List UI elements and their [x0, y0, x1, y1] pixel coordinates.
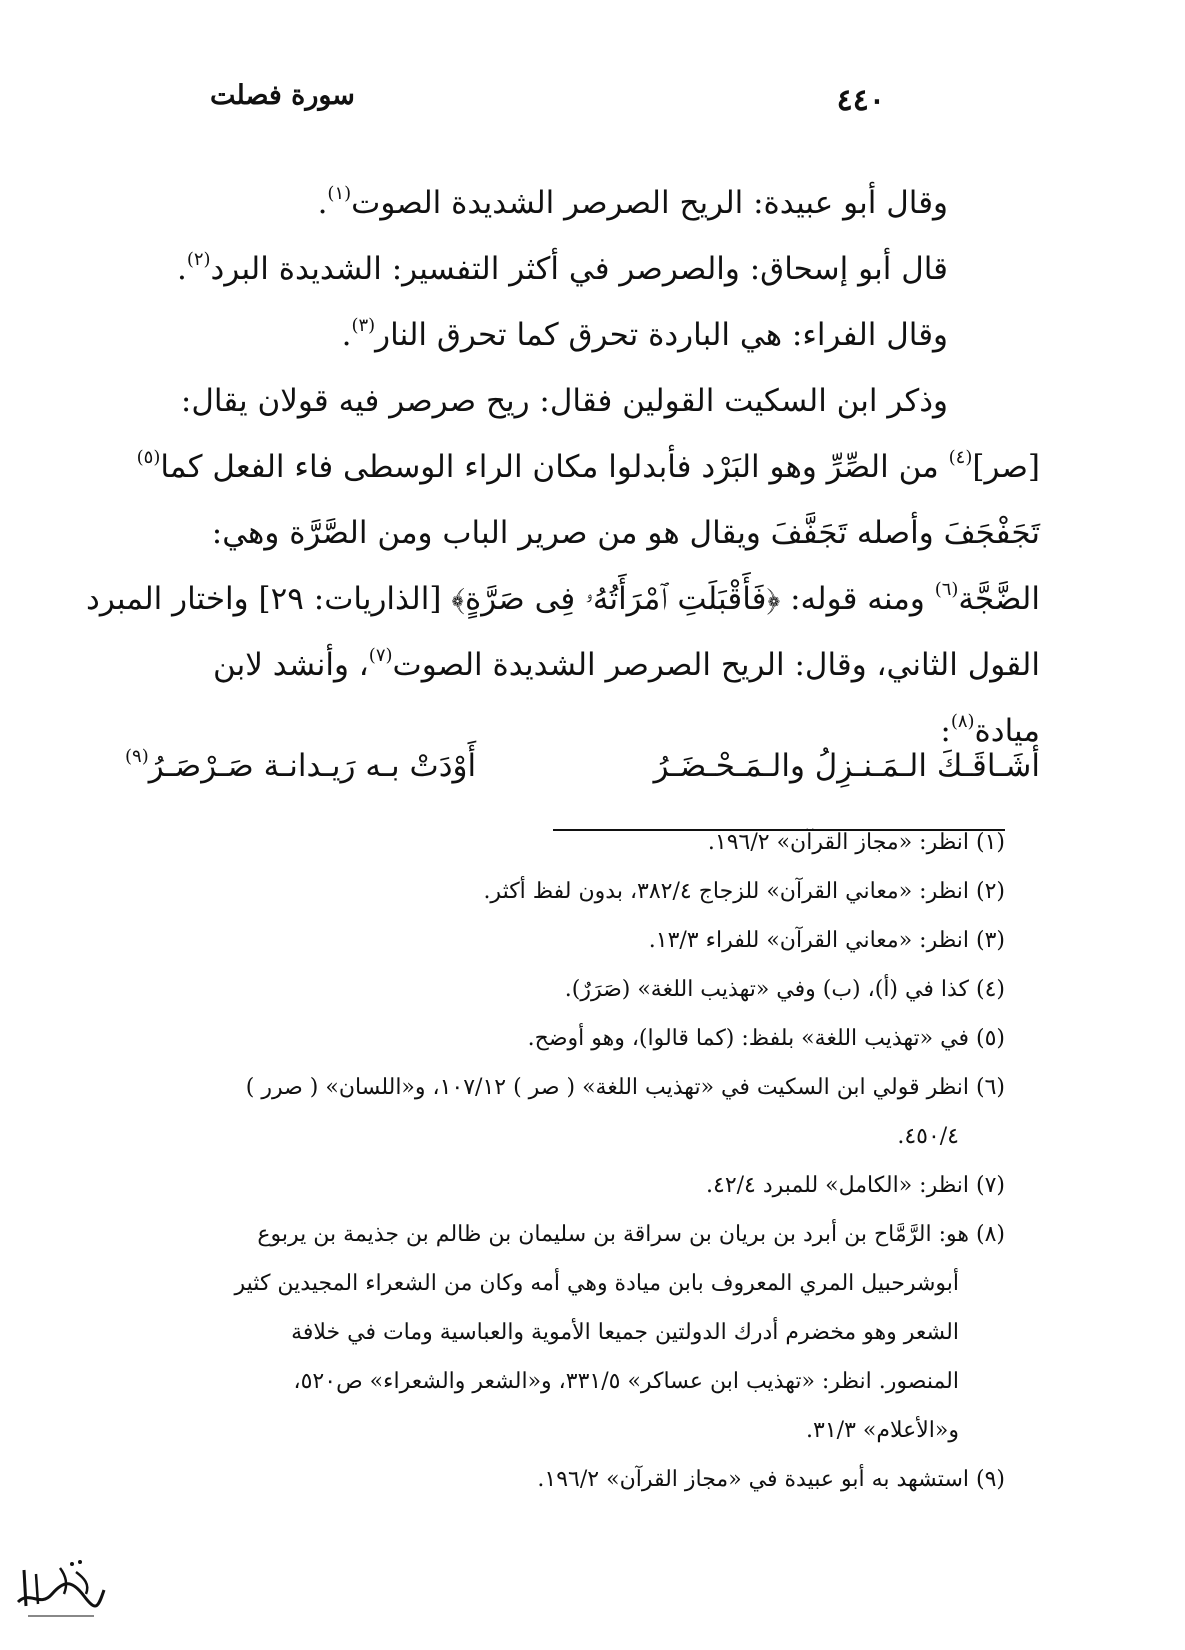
footnote-marker: (٣)	[351, 315, 376, 336]
footnote-9: (٩) استشهد به أبو عبيدة في «مجاز القرآن» ١٩٦/٢.	[537, 1467, 1005, 1492]
calligraphy-logo-icon	[10, 1550, 110, 1630]
main-text	[86, 170, 1040, 764]
verse-second-hemistich: أَوْدَتْ بـه رَيـدانـة صَـرْصَـرُ$^{(٩)}$	[125, 746, 477, 784]
footnote-marker: (١)	[327, 183, 352, 204]
footnotes	[120, 818, 1005, 1504]
body-line: وذكر ابن السكيت القولين فقال: ريح صرصر فيه قولان يقال:	[180, 383, 948, 419]
poetry-verse	[125, 742, 1040, 812]
verse-first-hemistich: أشَـاقَـكَ الـمَـنـزِلُ والـمَـحْـضَـرُ	[653, 748, 1040, 784]
body-line: وقال الفراء: هي الباردة تحرق كما تحرق النار$^{(٣)}$.	[341, 315, 948, 353]
footnote-1: (١) انظر: «مجاز القرآن» ١٩٦/٢.	[707, 830, 1005, 855]
footnote-marker: (٢)	[186, 249, 211, 270]
footnote-marker: (٧)	[368, 645, 393, 666]
body-line: تَجَفْجَفَ وأصله تَجَفَّفَ ويقال هو من صرير الباب ومن الصَّرَّة وهي:	[211, 515, 1040, 551]
footnote-marker: (٥)	[136, 447, 161, 468]
footnote-marker: (٤)	[948, 447, 973, 468]
footnote-marker: (٨)	[950, 711, 975, 732]
footnote-2: (٢) انظر: «معاني القرآن» للزجاج ٣٨٢/٤، بدون لفظ أكثر.	[483, 879, 1005, 904]
footnote-marker: (٦)	[934, 579, 959, 600]
footnote-3: (٣) انظر: «معاني القرآن» للفراء ١٣/٣.	[648, 928, 1005, 953]
body-line: قال أبو إسحاق: والصرصر في أكثر التفسير: الشديدة البرد$^{(٢)}$.	[176, 249, 948, 287]
page-number: ٤٤٠	[836, 83, 885, 118]
footnote-4: (٤) كذا في (أ)، (ب) وفي «تهذيب اللغة» (صَرَرٌ).	[564, 977, 1005, 1002]
body-line: ميادة$^{(٨)}$:	[940, 711, 1040, 749]
footnote-5: (٥) في «تهذيب اللغة» بلفظ: (كما قالوا)، وهو أوضح.	[527, 1026, 1005, 1051]
body-line: القول الثاني، وقال: الريح الصرصر الشديدة الصوت$^{(٧)}$، وأنشد لابن	[213, 645, 1040, 683]
footnote-7: (٧) انظر: «الكامل» للمبرد ٤٢/٤.	[706, 1173, 1005, 1198]
footnote-marker: (٩)	[125, 746, 149, 767]
publisher-watermark-logo	[10, 1550, 110, 1630]
footnote-6: (٦) انظر قولي ابن السكيت في «تهذيب اللغة» ( صر ) ١٠٧/١٢، و«اللسان» ( صرر ) ٤٥٠/٤.	[245, 1075, 1005, 1149]
body-line: وقال أبو عبيدة: الريح الصرصر الشديدة الصوت$^{(١)}$.	[317, 183, 948, 221]
body-line: الضَّجَّة$^{(٦)}$ ومنه قوله: ﴿فَأَقْبَلَتِ ٱمْرَأَتُهُۥ فِى صَرَّةٍ﴾ [الذاريات: ٢٩] واختار المبرد	[86, 579, 1040, 617]
footnote-8: (٨) هو: الرَّمَّاح بن أبرد بن بريان بن سراقة بن سليمان بن ظالم بن جذيمة بن يربوع أبوشرحبيل المري المعروف بابن ميادة وهي أمه وكان من الشعراء المجيدين كثير الشعر وهو مخضرم أدرك الدولتين جميعا الأموية والعباسية ومات في خلافة المنصور. انظر: «تهذيب ابن عساكر» ٣٣١/٥، و«الشعر والشعراء» ص٥٢٠، و«الأعلام» ٣١/٣.	[234, 1222, 1005, 1443]
body-line: [صر]$^{(٤)}$ من الصِّرِّ وهو البَرْد فأبدلوا مكان الراء الوسطى فاء الفعل كما$^{(٥)}$	[136, 447, 1040, 485]
running-header-title: سورة فصلت	[210, 80, 355, 111]
